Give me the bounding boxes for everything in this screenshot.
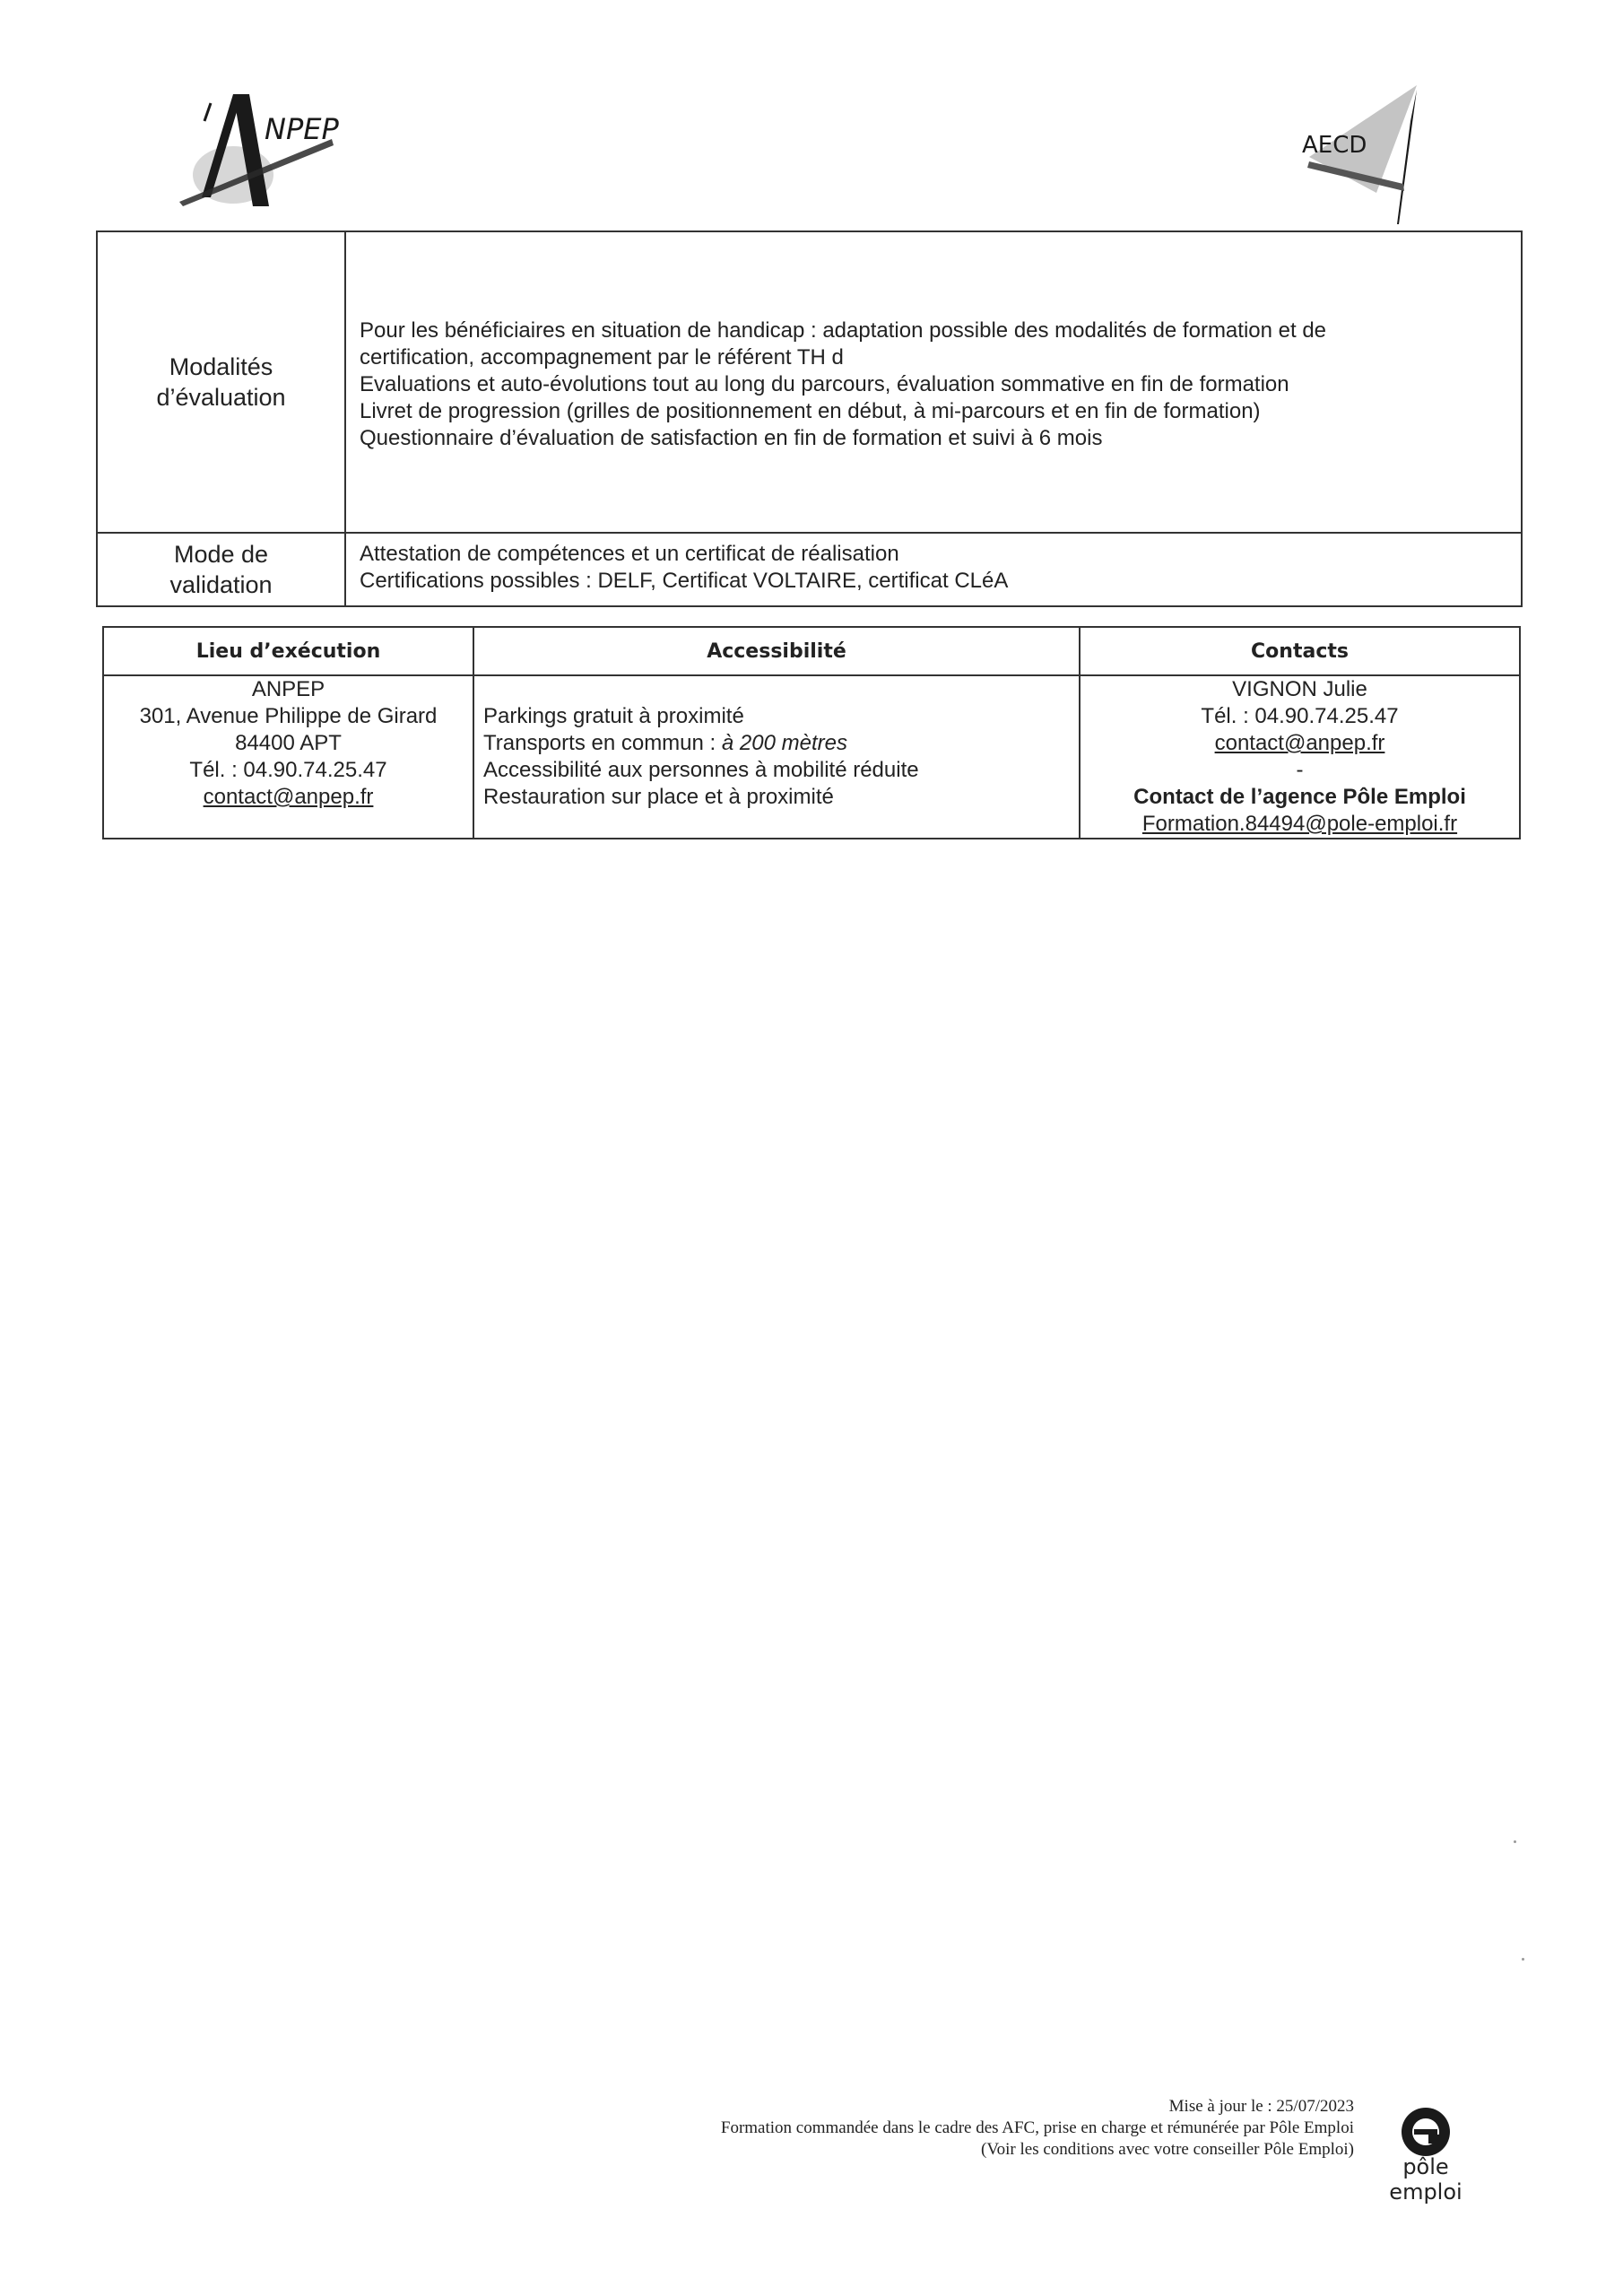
transport-label: Transports en commun : (483, 731, 722, 755)
accessibilite-content (483, 703, 1079, 811)
validation-line: Certifications possibles : DELF, Certificat VOLTAIRE, certificat CLéA (360, 569, 1009, 593)
accessibilite-header: Accessibilité (474, 628, 1079, 676)
evaluation-row (98, 232, 1521, 534)
evaluation-header-line2: d’évaluation (156, 384, 286, 411)
evaluation-line: Questionnaire d’évaluation de satisfaction en fin de formation et suivi à 6 mois (360, 426, 1103, 450)
formation-details-table (96, 230, 1523, 607)
contact-email-link[interactable]: contact@anpep.fr (1214, 731, 1385, 755)
evaluation-line: certification, accompagnement par le référent TH d (360, 345, 844, 370)
validation-content (360, 541, 1503, 595)
lieu-city: 84400 APT (235, 731, 342, 755)
anpep-logo (170, 90, 421, 211)
lieu-name: ANPEP (251, 677, 325, 701)
lieu-phone: Tél. : 04.90.74.25.47 (189, 758, 387, 782)
agency-title: Contact de l’agence Pôle Emploi (1133, 785, 1466, 809)
evaluation-line: Livret de progression (grilles de positionnement en début, à mi-parcours et en fin de formation) (360, 399, 1261, 423)
svg-text:NPEP: NPEP (265, 112, 339, 146)
evaluation-header (98, 232, 346, 532)
agency-email-link[interactable]: Formation.84494@pole-emploi.fr (1141, 812, 1458, 836)
footer-line2: Formation commandée dans le cadre des AFC, prise en charge et rémunérée par Pôle Emploi (720, 2118, 1354, 2137)
lieu-content (104, 676, 473, 811)
contact-phone: Tél. : 04.90.74.25.47 (1201, 704, 1399, 728)
lieu-address: 301, Avenue Philippe de Girard (139, 704, 438, 728)
footer-updated: Mise à jour le : 25/07/2023 (1168, 2097, 1354, 2116)
lieu-email-link[interactable]: contact@anpep.fr (203, 785, 374, 809)
accessibilite-mobility: Accessibilité aux personnes à mobilité réduite (483, 758, 919, 782)
contacts-content (1081, 676, 1519, 838)
evaluation-line: Pour les bénéficiaires en situation de handicap : adaptation possible des modalités de formation et de (360, 318, 1327, 343)
evaluation-header-line1: Modalités (169, 353, 273, 380)
lieu-header: Lieu d’exécution (104, 628, 473, 676)
pole-emploi-label: pôle emploi (1389, 2154, 1462, 2205)
accessibilite-parking: Parkings gratuit à proximité (483, 704, 744, 728)
evaluation-content (360, 317, 1503, 452)
footer-line3: (Voir les conditions avec votre conseiller Pôle Emploi) (981, 2140, 1354, 2159)
practical-info-table (102, 626, 1521, 839)
accessibilite-transport (483, 730, 1079, 757)
svg-text:AECD: AECD (1302, 132, 1367, 159)
validation-row (98, 534, 1521, 605)
contacts-column (1081, 628, 1519, 838)
contact-name: VIGNON Julie (1232, 677, 1367, 701)
validation-header-line2: validation (169, 571, 273, 598)
validation-line: Attestation de compétences et un certificat de réalisation (360, 542, 899, 566)
accessibilite-column (474, 628, 1081, 838)
accessibilite-restaurant: Restauration sur place et à proximité (483, 785, 834, 809)
contacts-header: Contacts (1081, 628, 1519, 676)
footer-notice (721, 2096, 1354, 2161)
validation-header-line1: Mode de (173, 541, 269, 568)
aecd-logo (1291, 85, 1444, 229)
transport-distance: à 200 mètres (721, 731, 847, 755)
scan-speck (1522, 1958, 1524, 1961)
validation-header (98, 534, 346, 605)
contact-separator: - (1296, 758, 1304, 782)
evaluation-line: Evaluations et auto-évolutions tout au long du parcours, évaluation sommative en fin de formation (360, 372, 1289, 396)
lieu-column (104, 628, 474, 838)
scan-speck (1514, 1840, 1516, 1843)
